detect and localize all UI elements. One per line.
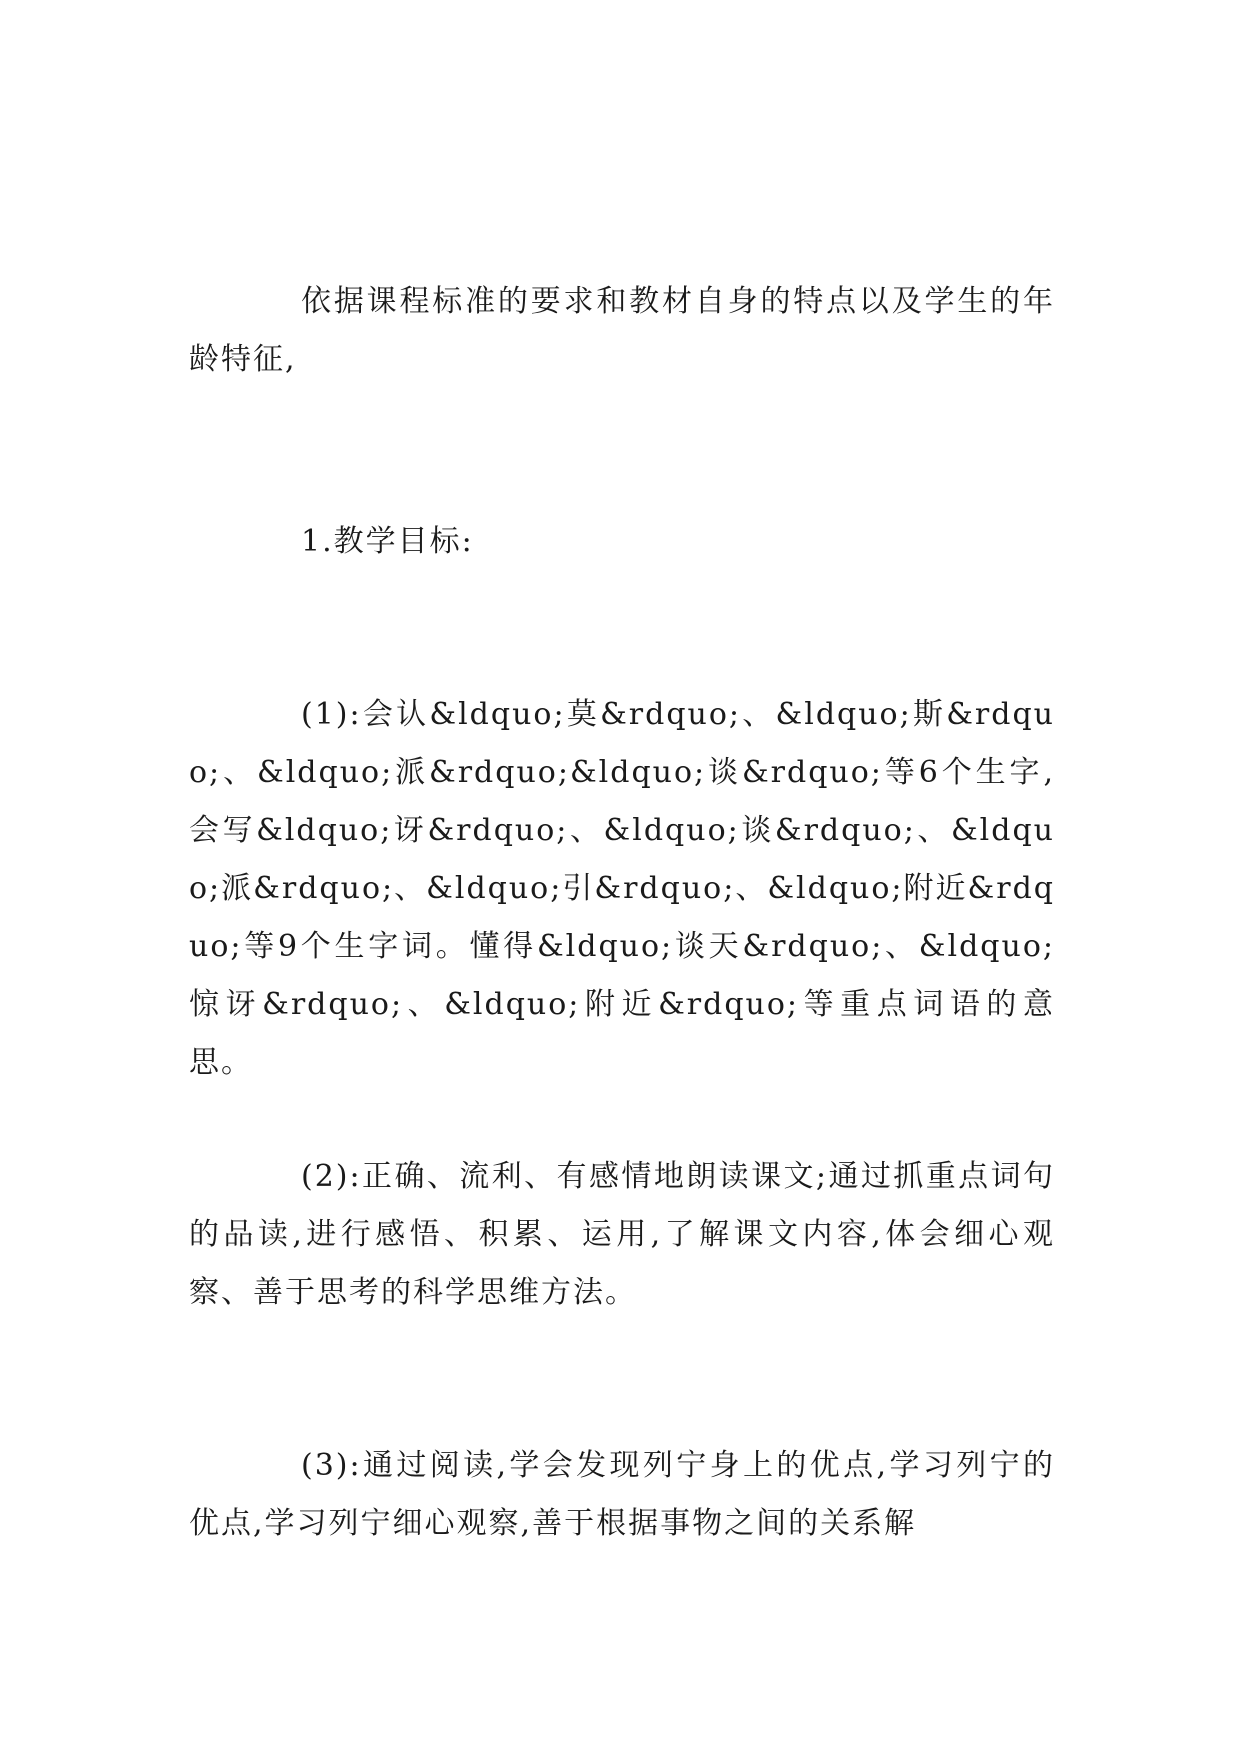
goal-1-paragraph: (1):会认&ldquo;莫&rdquo;、&ldquo;斯&rdquo;、&ldquo;派&rdquo;&ldquo;谈&rdquo;等6个生字,会写&ldquo;讶&rdquo;、&ldquo;谈&rdquo;、&ldquo;派&rdquo;、&ldquo;引&rdquo;、&ldquo;附近&rdquo;等9个生字词。懂得&ldquo;谈天&rdquo;、&ldquo;惊讶&rdquo;、&ldquo;附近&rdquo;等重点词语的意思。: [189, 697, 1055, 1080]
intro-paragraph: 依据课程标准的要求和教材自身的特点以及学生的年龄特征,: [189, 284, 1055, 377]
goal-2-paragraph: (2):正确、流利、有感情地朗读课文;通过抓重点词句的品读,进行感悟、积累、运用,了解课文内容,体会细心观察、善于思考的科学思维方法。: [189, 1159, 1055, 1310]
goal-3-paragraph: (3):通过阅读,学会发现列宁身上的优点,学习列宁的优点,学习列宁细心观察,善于根据事物之间的关系解: [189, 1448, 1055, 1541]
teaching-goals-heading: 1.教学目标:: [301, 524, 474, 559]
